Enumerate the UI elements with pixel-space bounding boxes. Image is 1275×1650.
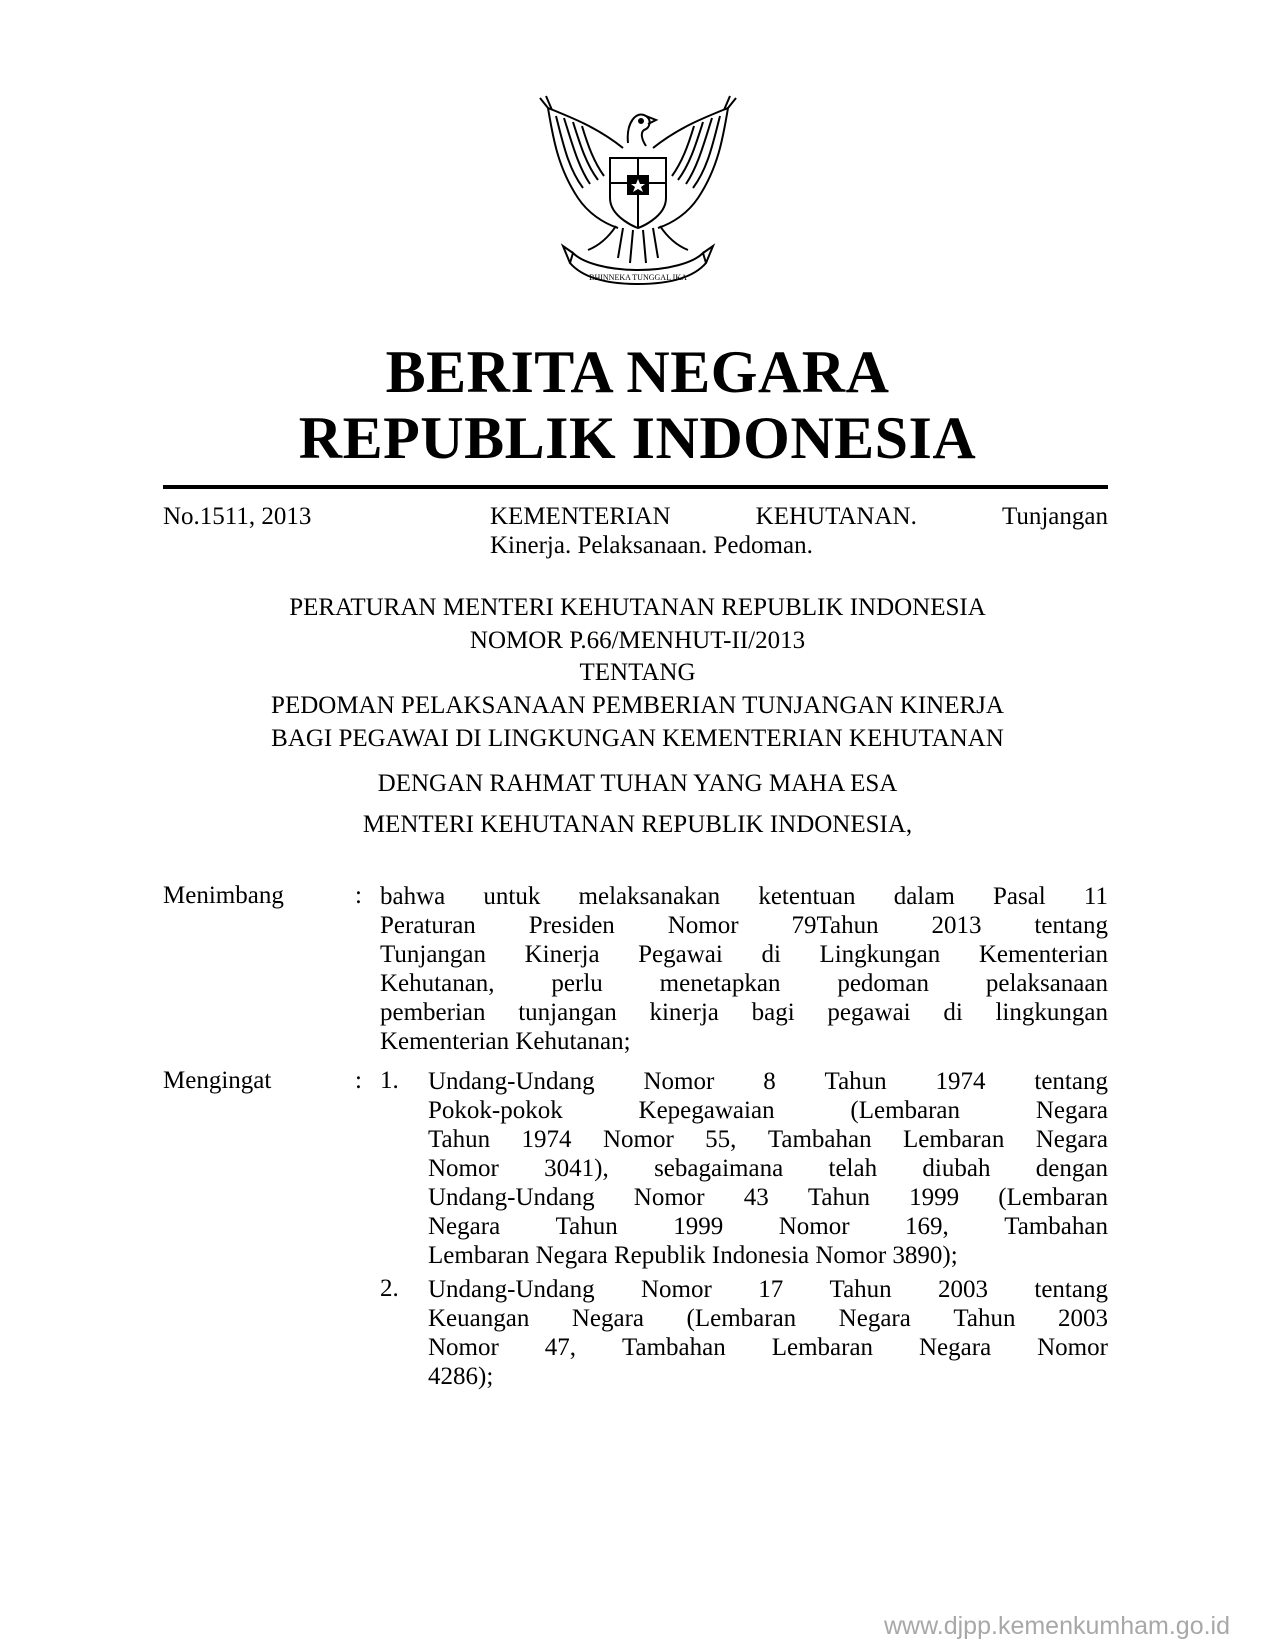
subject-line2: Kinerja. Pelaksanaan. Pedoman. bbox=[490, 532, 813, 559]
mengingat-line: Keuangan Negara (Lembaran Negara Tahun 2003 bbox=[428, 1305, 1108, 1332]
mengingat-item1-text bbox=[428, 1067, 1108, 1270]
mengingat-line: Nomor 47, Tambahan Lembaran Negara Nomor bbox=[428, 1334, 1108, 1361]
garuda-pancasila-emblem bbox=[528, 88, 748, 298]
gazette-title-line1: BERITA NEGARA bbox=[385, 339, 890, 405]
mengingat-item-number: 1. bbox=[380, 1067, 399, 1094]
regulation-title: PERATURAN MENTERI KEHUTANAN REPUBLIK INDONESIA bbox=[289, 594, 986, 621]
regulation-subject-line2: BAGI PEGAWAI DI LINGKUNGAN KEMENTERIAN KEHUTANAN bbox=[271, 725, 1004, 752]
mengingat-item-number: 2. bbox=[380, 1275, 399, 1302]
menimbang-line: bahwa untuk melaksanakan ketentuan dalam Pasal 11 bbox=[380, 883, 1108, 910]
mengingat-label: Mengingat bbox=[163, 1067, 272, 1094]
footer-watermark-url: www.djpp.kemenkumham.go.id bbox=[884, 1612, 1230, 1640]
svg-text:BHINNEKA TUNGGAL IKA: BHINNEKA TUNGGAL IKA bbox=[589, 273, 687, 282]
preamble-line1: DENGAN RAHMAT TUHAN YANG MAHA ESA bbox=[377, 770, 898, 797]
subject-word: Tunjangan bbox=[1001, 503, 1108, 530]
menimbang-line: Kehutanan, perlu menetapkan pedoman pelaksanaan bbox=[380, 970, 1108, 997]
menimbang-line: Tunjangan Kinerja Pegawai di Lingkungan Kementerian bbox=[380, 941, 1108, 968]
mengingat-colon: : bbox=[355, 1067, 362, 1094]
mengingat-line: Tahun 1974 Nomor 55, Tambahan Lembaran Negara bbox=[428, 1126, 1108, 1153]
menimbang-label: Menimbang bbox=[163, 882, 284, 909]
menimbang-text bbox=[380, 882, 1108, 1056]
mengingat-line: Undang-Undang Nomor 17 Tahun 2003 tentang bbox=[428, 1276, 1108, 1303]
mengingat-line: Undang-Undang Nomor 43 Tahun 1999 (Lembaran bbox=[428, 1184, 1108, 1211]
preamble-line2: MENTERI KEHUTANAN REPUBLIK INDONESIA, bbox=[362, 811, 913, 838]
subject-word: KEHUTANAN. bbox=[755, 503, 917, 530]
mengingat-line: Undang-Undang Nomor 8 Tahun 1974 tentang bbox=[428, 1068, 1108, 1095]
mengingat-line: Lembaran Negara Republik Indonesia Nomor 3890); bbox=[428, 1242, 958, 1269]
mengingat-line: 4286); bbox=[428, 1363, 494, 1390]
mengingat-item2-text bbox=[428, 1275, 1108, 1391]
gazette-title-line2: REPUBLIK INDONESIA bbox=[298, 405, 977, 471]
subject-word: KEMENTERIAN bbox=[490, 503, 671, 530]
menimbang-line: Kementerian Kehutanan; bbox=[380, 1028, 631, 1055]
menimbang-line: Peraturan Presiden Nomor 79Tahun 2013 tentang bbox=[380, 912, 1108, 939]
mengingat-line: Negara Tahun 1999 Nomor 169, Tambahan bbox=[428, 1213, 1108, 1240]
mengingat-line: Nomor 3041), sebagaimana telah diubah dengan bbox=[428, 1155, 1108, 1182]
mengingat-line: Pokok-pokok Kepegawaian (Lembaran Negara bbox=[428, 1097, 1108, 1124]
regulation-subject-line1: PEDOMAN PELAKSANAAN PEMBERIAN TUNJANGAN KINERJA bbox=[271, 692, 1004, 719]
header-divider bbox=[163, 485, 1108, 489]
menimbang-line: pemberian tunjangan kinerja bagi pegawai di lingkungan bbox=[380, 999, 1108, 1026]
regulation-tentang: TENTANG bbox=[579, 659, 696, 686]
regulation-number: NOMOR P.66/MENHUT-II/2013 bbox=[469, 627, 806, 654]
menimbang-colon: : bbox=[355, 882, 362, 909]
gazette-subject bbox=[490, 502, 1108, 560]
gazette-number: No.1511, 2013 bbox=[163, 503, 312, 530]
